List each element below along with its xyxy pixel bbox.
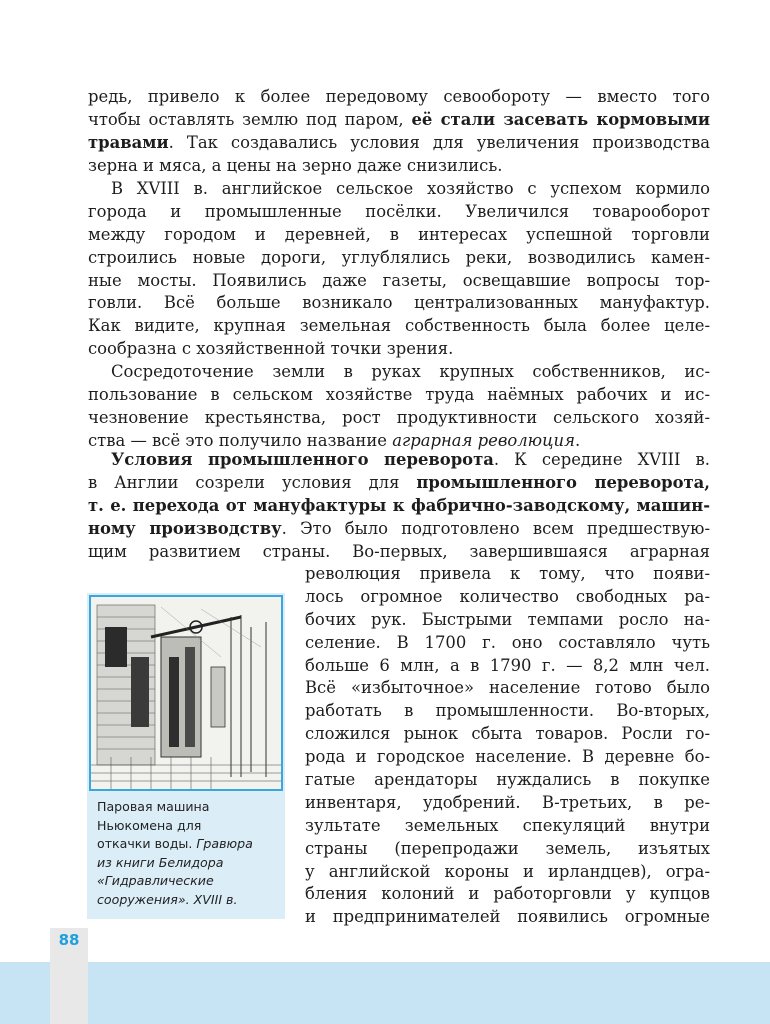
text-line: и предпринимателей появились огромные	[305, 907, 710, 927]
text-line: сообразна с хозяйственной точки зрения.	[88, 339, 454, 359]
figure-caption: Паровая машина Ньюкомена для откачки воды. Гравюра из книги Белидора «Гидравлические сооружения». XVIII в.	[97, 799, 253, 907]
paragraph-4	[88, 449, 710, 563]
text-line: В XVIII в. английское сельское хозяйство с успехом кормило	[111, 179, 710, 198]
text-line: чтобы оставлять землю под паром, её стали засевать кормовыми	[88, 109, 710, 129]
steam-engine-engraving	[89, 595, 283, 791]
bold-phrase: промышленного переворота,	[416, 472, 710, 492]
page-number: 88	[58, 931, 80, 949]
text-line: травами. Так создавались условия для увеличения производства	[88, 132, 710, 152]
text-line: лось огромное количество свободных ра-	[305, 586, 710, 606]
text-line: ства — всё это получило название аграрная революция.	[88, 430, 581, 450]
text-line: больше 6 млн, а в 1790 г. — 8,2 млн чел.	[305, 655, 710, 675]
text-line: пользование в сельском хозяйстве труда наёмных рабочих и ис-	[88, 384, 710, 404]
text-line: бления колоний и работорговли у купцов	[305, 884, 710, 904]
text-line: щим развитием страны. Во-первых, завершившаяся аграрная	[88, 541, 710, 561]
text-line: Сосредоточение земли в руках крупных собственников, ис-	[111, 362, 710, 381]
bold-phrase: травами	[88, 132, 169, 152]
text-line: в Англии созрели условия для промышленного переворота,	[88, 472, 710, 492]
text-line: рода и городское население. В деревне бо-	[305, 747, 710, 767]
text-line: инвентаря, удобрений. В-третьих, в ре-	[305, 792, 710, 812]
text-line: Как видите, крупная земельная собственность была более целе-	[88, 316, 710, 336]
text-line: страны (перепродажи земель, изъятых	[305, 838, 710, 858]
text-line: города и промышленные посёлки. Увеличился товарооборот	[88, 201, 710, 221]
text-line: зерна и мяса, а цены на зерно даже снизились.	[88, 155, 503, 175]
text-line: бочих рук. Быстрыми темпами росло на-	[305, 609, 710, 629]
text-line: строились новые дороги, углублялись реки, возводились камен-	[88, 247, 710, 267]
text-line: селение. В 1700 г. оно составляло чуть	[305, 632, 710, 652]
engraving-drawing	[91, 597, 281, 789]
text-line: революция привела к тому, что появи-	[305, 564, 710, 583]
paragraph-3	[88, 361, 710, 453]
text-line: редь, привело к более передовому севообороту — вместо того	[88, 87, 710, 106]
text-line: Условия промышленного переворота. К середине XVIII в.	[111, 450, 710, 469]
text-line	[88, 495, 710, 518]
text-line: у английской короны и ирландцев), огра-	[305, 861, 710, 881]
text-line: сложился рынок сбыта товаров. Росли го-	[305, 724, 710, 744]
paragraph-2	[88, 178, 710, 361]
figure-panel	[87, 593, 285, 919]
section-heading: Условия промышленного переворота	[111, 450, 494, 469]
bold-phrase: т. е. перехода от мануфактуры к фабрично-заводскому, машин-	[88, 495, 710, 515]
text-line: чезновение крестьянства, рост продуктивности сельского хозяй-	[88, 407, 710, 427]
text-line: гатые арендаторы нуждались в покупке	[305, 770, 710, 790]
bold-phrase: её стали засевать кормовыми	[411, 109, 710, 129]
paragraph-4-continued	[305, 563, 710, 929]
text-line: говли. Всё больше возникало централизованных мануфактур.	[88, 293, 710, 313]
text-line: Всё «избыточное» население готово было	[305, 678, 710, 698]
text-line: работать в промышленности. Во-вторых,	[305, 701, 710, 721]
text-line: между городом и деревней, в интересах успешной торговли	[88, 224, 710, 244]
paragraph-1	[88, 86, 710, 178]
italic-term: аграрная революция	[392, 430, 575, 450]
text-line: ному производству. Это было подготовлено всем предшествую-	[88, 518, 710, 538]
bold-phrase: ному производству	[88, 518, 282, 538]
footer-band	[0, 962, 770, 1024]
text-line: ные мосты. Появились даже газеты, освещавшие вопросы тор-	[88, 270, 710, 290]
text-line: зультате земельных спекуляций внутри	[305, 815, 710, 835]
